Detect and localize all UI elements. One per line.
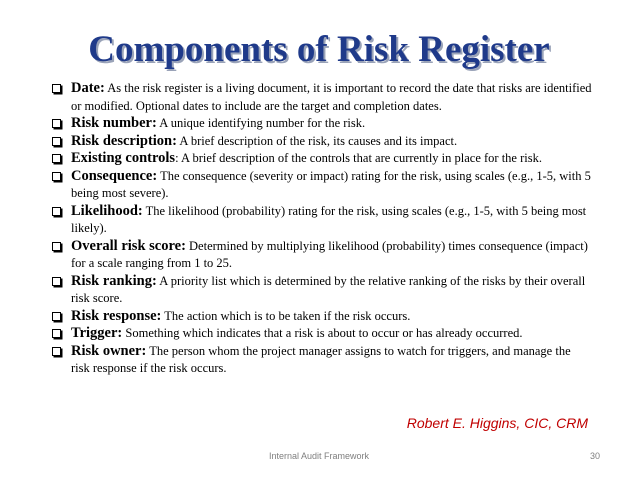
list-item-consequence xyxy=(52,168,592,203)
component-list xyxy=(52,80,592,378)
checkbox-bullet-icon xyxy=(52,84,61,93)
checkbox-bullet-icon xyxy=(52,329,61,338)
item-term: Existing controls xyxy=(71,150,176,166)
item-term: Consequence: xyxy=(71,167,158,184)
list-item-risk-description xyxy=(52,133,592,151)
item-description: Determined by multiplying likelihood (probability) times consequence (impact) for a scale ranging from 1 to 25. xyxy=(71,238,588,270)
checkbox-bullet-icon xyxy=(52,277,61,286)
item-description: : A brief description of the controls that are currently in place for the risk. xyxy=(175,151,542,165)
item-description: A priority list which is determined by the relative ranking of the risks by their overall risk score. xyxy=(71,273,586,305)
item-description: The consequence (severity or impact) rating for the risk, using scales (e.g., 1-5, with 5 being most severe). xyxy=(71,168,591,200)
item-term: Likelihood: xyxy=(71,202,143,219)
checkbox-bullet-icon xyxy=(52,207,61,216)
list-item-overall-risk-score xyxy=(52,238,592,273)
checkbox-bullet-icon xyxy=(52,347,61,356)
list-item-likelihood xyxy=(52,203,592,238)
list-item-existing-controls xyxy=(52,150,592,168)
item-term: Date: xyxy=(71,80,105,96)
checkbox-bullet-icon xyxy=(52,312,61,321)
item-term: Overall risk score: xyxy=(71,237,186,254)
list-item-risk-response xyxy=(52,308,592,326)
list-item-risk-owner xyxy=(52,343,592,378)
item-description: A brief description of the risk, its causes and its impact. xyxy=(176,133,458,148)
item-description: Something which indicates that a risk is about to occur or has already occurred. xyxy=(122,326,523,340)
item-description: The person whom the project manager assigns to watch for triggers, and manage the risk response if the risk occurs. xyxy=(71,343,571,375)
footer-text: Internal Audit Framework xyxy=(268,451,370,461)
item-description: The action which is to be taken if the risk occurs. xyxy=(161,308,411,323)
list-item-trigger xyxy=(52,325,592,343)
item-term: Trigger: xyxy=(71,325,123,341)
item-description: A unique identifying number for the risk. xyxy=(156,116,366,130)
checkbox-bullet-icon xyxy=(52,119,61,128)
item-term: Risk response: xyxy=(71,307,162,324)
item-description: As the risk register is a living document, it is important to record the date that risks are identified or modified. Optional dates to include are the target and completion dates. xyxy=(71,81,592,113)
item-term: Risk owner: xyxy=(71,342,147,359)
list-item-risk-number xyxy=(52,115,592,133)
item-description: The likelihood (probability) rating for the risk, using scales (e.g., 1-5, with 5 being most likely). xyxy=(71,203,587,235)
checkbox-bullet-icon xyxy=(52,172,61,181)
slide-title: Components of Risk Register xyxy=(88,29,550,70)
page-number: 30 xyxy=(590,451,601,461)
list-item-date xyxy=(52,80,592,115)
checkbox-bullet-icon xyxy=(52,137,61,146)
item-term: Risk number: xyxy=(71,115,157,131)
item-term: Risk description: xyxy=(71,132,177,149)
list-item-risk-ranking xyxy=(52,273,592,308)
author-credit: Robert E. Higgins, CIC, CRM xyxy=(406,415,588,431)
checkbox-bullet-icon xyxy=(52,154,61,163)
item-term: Risk ranking: xyxy=(71,272,157,289)
checkbox-bullet-icon xyxy=(52,242,61,251)
